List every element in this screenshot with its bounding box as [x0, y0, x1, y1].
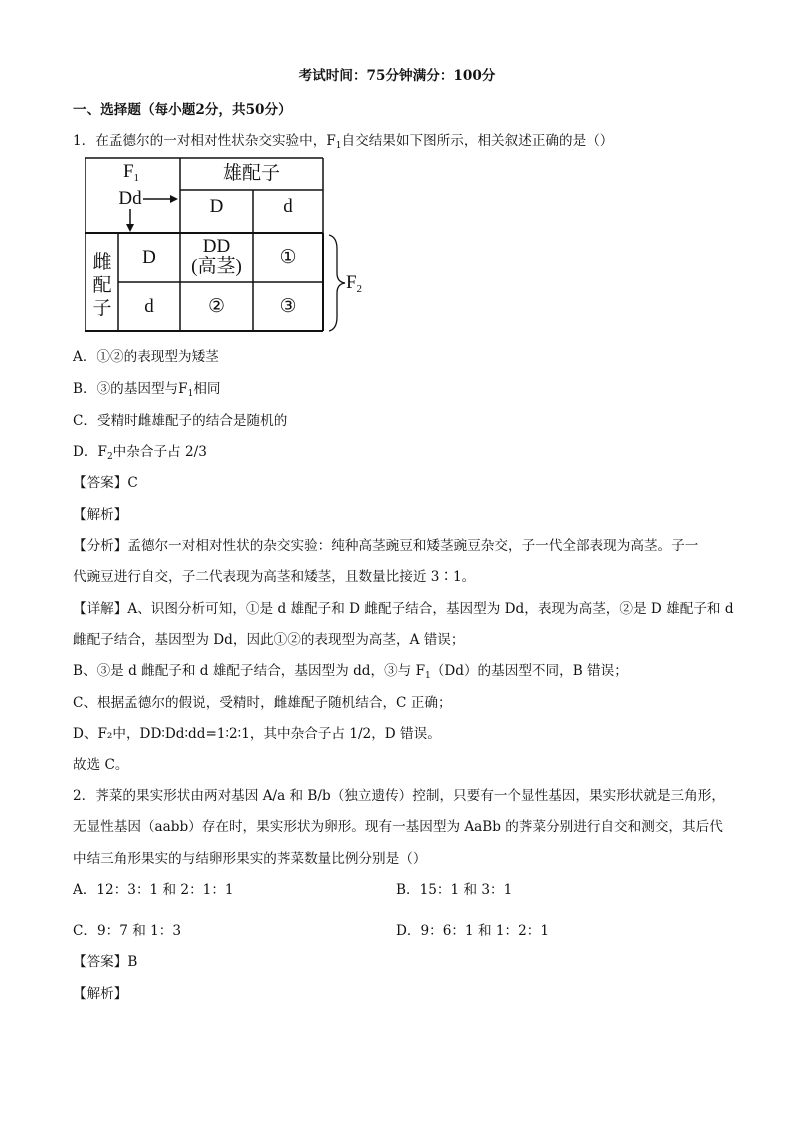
col-d: d: [283, 196, 293, 217]
f2-label: $F_2$: [345, 272, 363, 295]
q1-option-c: C．受精时雌雄配子的结合是随机的: [73, 413, 288, 429]
q1-option-b: B．③的基因型与$F_1$相同: [73, 381, 221, 399]
cell-2: ②: [207, 296, 226, 317]
female-header-3: 子: [92, 298, 112, 319]
f1-label: $F_1$: [122, 161, 140, 184]
q1-conclusion: 故选 C。: [73, 757, 129, 773]
q1-detail-b: B、③是 d 雌配子和 d 雄配子结合，基因型为 dd，③与 $F_1(Dd)$的基因型不同，B 错误；: [73, 663, 628, 681]
q1-option-a: A．①②的表现型为矮茎: [73, 349, 219, 365]
f1-genotype: Dd: [118, 188, 142, 209]
female-header-2: 配: [92, 275, 112, 296]
cell-3: ③: [279, 296, 297, 317]
q1-detail-a1: 【详解】A、识图分析可知，①是 d 雄配子和 D 雌配子结合，基因型为 Dd，表现为高茎，②是 D 雄配子和 d: [73, 601, 734, 617]
row-D: D: [142, 247, 156, 268]
q2-option-a: A．12：3：1 和 2：1：1: [73, 882, 234, 898]
cell-DD: DD: [202, 236, 231, 257]
q1-fenxi-2: 代豌豆进行自交，子二代表现为高茎和矮茎，且数量比接近 3∶1。: [73, 569, 476, 585]
q2-stem-3: 中结三角形果实的与结卵形果实的荠菜数量比例分别是（）: [73, 851, 427, 867]
q1-detail-c: C、根据孟德尔的假说，受精时，雌雄配子随机结合，C 正确；: [73, 695, 452, 711]
exam-info: 考试时间：75分钟满分：100分: [298, 68, 496, 84]
female-header-1: 雌: [92, 252, 112, 273]
q1-fenxi-1: 【分析】孟德尔一对相对性状的杂交实验：纯种高茎豌豆和矮茎豌豆杂交，子一代全部表现为高茎。子一: [73, 538, 699, 554]
cell-DD-note: (高茎): [191, 256, 242, 277]
row-d: d: [144, 296, 154, 317]
punnett-square: [85, 157, 370, 335]
q1-stem: 1．在孟德尔的一对相对性状杂交实验中，$F_1$自交结果如下图所示，相关叙述正确的是（）: [73, 133, 614, 151]
q1-analysis-label: 【解析】: [73, 507, 128, 523]
male-gamete-header: 雄配子: [222, 163, 280, 184]
q2-option-c: C．9：7 和 1：3: [73, 923, 182, 939]
section-title: 一、选择题（每小题2分，共50分）: [73, 102, 292, 118]
cell-1: ①: [279, 247, 297, 268]
q2-stem-1: 2．荠菜的果实形状由两对基因 A/a 和 B/b（独立遗传）控制，只要有一个显性基因，果实形状就是三角形，: [73, 788, 725, 804]
q2-stem-2: 无显性基因（aabb）存在时，果实形状为卵形。现有一基因型为 AaBb 的荠菜分别进行自交和测交，其后代: [73, 819, 723, 835]
q2-answer: 【答案】B: [73, 954, 138, 970]
q1-answer: 【答案】C: [73, 475, 138, 491]
q2-analysis-label: 【解析】: [73, 986, 128, 1002]
q1-option-d: D．$F_2$中杂合子占 2/3: [73, 444, 207, 462]
q1-detail-a2: 雌配子结合，基因型为 Dd，因此①②的表现型为高茎，A 错误；: [73, 632, 465, 648]
q2-option-b: B．15：1 和 3：1: [396, 882, 513, 898]
col-D: D: [209, 196, 224, 217]
q2-option-d: D．9：6：1 和 1：2：1: [396, 923, 549, 939]
q1-detail-d: D、F₂中，DD∶Dd∶dd=1∶2∶1，其中杂合子占 1/2，D 错误。: [73, 726, 441, 742]
